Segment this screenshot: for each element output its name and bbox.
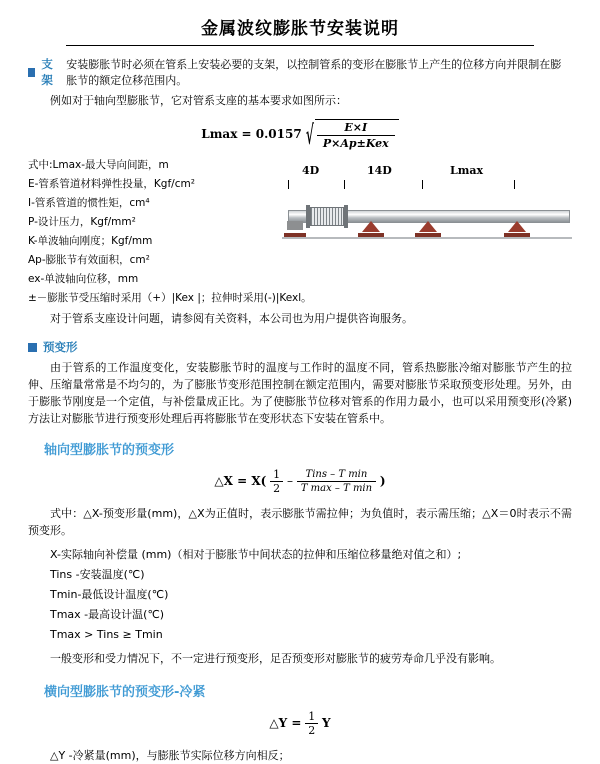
formula-lmax <box>28 119 572 150</box>
guide-triangle <box>362 221 380 232</box>
formula-axial-ratio-den: T max – T min <box>300 483 373 494</box>
legend-item: ±－膨胀节受压缩时采用（+）|Kex |；拉伸时采用(-)|Kexl。 <box>28 292 312 304</box>
formula-axial-lhs: △X = X( <box>214 474 267 488</box>
axial-variable-item: Tmax -最高设计温(℃) <box>50 608 165 621</box>
formula-lmax-denominator: P×Ap±Kex <box>322 137 389 150</box>
guide-support-icon <box>358 221 384 237</box>
pipe-support-diagram <box>282 164 572 260</box>
square-bullet-icon <box>28 343 37 352</box>
support-note: 对于管系支座设计问题，请参阅有关资料，本公司也为用户提供咨询服务。 <box>50 312 413 325</box>
formula-axial-rhs: ) <box>379 474 386 488</box>
diagram-tick-row <box>282 180 572 190</box>
subsection-heading-axial: 轴向型膨胀节的预变形 <box>44 443 175 458</box>
axial-note-main: 式中：△X-预变形量(mm)，△X为正值时，表示膨胀节需拉伸；为负值时，表示需压缩；△X＝0时表示不需预变形。 <box>28 507 572 537</box>
predeform-para-1: 由于管系的工作温度变化，安装膨胀节时的温度与工作时的温度不同，管系热膨胀冷缩对膨胀节产生的拉伸、压缩量常常是不均匀的，为了膨胀节变形范围控制在额定范围内，需要对膨胀节采取预变形处理。另外，由于膨胀节刚度是一个定值，与补偿量成正比。为了使膨胀节位移对管系的作用力最小，也可以采用预变形(冷紧)方法让对膨胀节进行预变形处理后再将膨胀节在变形状态下安装在管系中。 <box>28 361 572 425</box>
formula-lateral-half-num: 1 <box>305 710 318 724</box>
lateral-note: △Y -冷紧量(mm)，与膨胀节实际位移方向相反； <box>50 749 290 762</box>
bellows-expansion-joint-icon <box>310 207 344 226</box>
formula-axial-half <box>270 468 283 495</box>
legend-and-diagram <box>28 156 572 308</box>
title-divider <box>66 45 534 46</box>
document-page <box>0 14 600 762</box>
guide-base <box>358 233 384 237</box>
support-para-1: 安装膨胀节时必须在管系上安装必要的支架，以控制管系的变形在膨胀节上产生的位移方向并限制在膨胀节的额定位移范围内。 <box>66 58 562 87</box>
ground-line <box>282 237 572 239</box>
legend-item: Ap-膨胀节有效面积，cm² <box>28 254 150 266</box>
formula-axial-half-num: 1 <box>270 468 283 482</box>
diagram-label-4d: 4D <box>302 164 320 177</box>
formula-lmax-lhs: Lmax = 0.0157 <box>201 127 302 141</box>
guide-support-icon <box>415 221 441 237</box>
anchor-block <box>287 221 303 230</box>
support-para-2: 例如对于轴向型膨胀节，它对管系支座的基本要求如图所示： <box>50 94 347 107</box>
axial-footer-note: 一般变形和受力情况下，不一定进行预变形，足否预变形对膨胀节的疲劳寿命几乎没有影响。 <box>50 652 501 665</box>
formula-axial-ratio <box>297 469 376 494</box>
formula-lateral-rhs: Y <box>322 716 331 730</box>
document-content <box>0 56 600 764</box>
diagram-tick <box>288 180 289 189</box>
diagram-tick <box>344 180 345 189</box>
diagram-label-lmax: Lmax <box>450 164 484 177</box>
guide-triangle <box>508 221 526 232</box>
anchor-base <box>284 233 306 237</box>
formula-axial-minus: – <box>286 474 293 488</box>
axial-variable-item: Tmin-最低设计温度(℃) <box>50 588 169 601</box>
axial-variable-item: X-实际轴向补偿量 (mm)（相对于膨胀节中间状态的拉伸和压缩位移量绝对值之和）; <box>50 548 462 561</box>
legend-item: I-管系管道的惯性矩，cm⁴ <box>28 197 150 209</box>
legend-item: E-管系管道材料弹性投量，Kgf/cm² <box>28 178 195 190</box>
axial-variable-item: Tins -安装温度(℃) <box>50 568 145 581</box>
formula-lateral-coldpull <box>28 710 572 737</box>
formula-lmax-numerator: √ E×I <box>317 121 395 136</box>
formula-axial-ratio-num: Tins – T min <box>297 469 376 482</box>
diagram-label-14d: 14D <box>367 164 392 177</box>
pipe-assembly <box>282 190 572 260</box>
guide-support-icon <box>504 221 530 237</box>
formula-lateral-lhs: △Y = <box>269 716 302 730</box>
diagram-tick <box>514 180 515 189</box>
legend-item: ex-单波轴向位移，mm <box>28 273 139 285</box>
formula-axial-half-den: 2 <box>273 482 281 495</box>
formula-lateral-half-den: 2 <box>308 724 316 737</box>
formula-axial-predeform <box>28 468 572 495</box>
guide-base <box>415 233 441 237</box>
subsection-heading-lateral: 横向型膨胀节的预变形-冷紧 <box>44 685 206 700</box>
diagram-tick <box>422 180 423 189</box>
legend-item: 式中:Lmax-最大导向间距，m <box>28 159 169 171</box>
axial-variable-list <box>28 545 572 644</box>
sqrt-icon <box>306 119 399 150</box>
guide-triangle <box>419 221 437 232</box>
guide-base <box>504 233 530 237</box>
anchor-support-icon <box>284 221 306 237</box>
diagram-dimension-labels <box>282 164 572 180</box>
flange-icon <box>306 205 310 228</box>
section-heading-support-label: 支架 <box>41 57 53 87</box>
section-heading-support <box>28 56 572 88</box>
legend-item: K-单波轴向刚度；Kgf/mm <box>28 235 153 247</box>
section-heading-predeform-label: 预变形 <box>43 340 78 354</box>
formula-lateral-half <box>305 710 318 737</box>
flange-icon <box>344 205 348 228</box>
page-title: 金属波纹膨胀节安装说明 <box>201 19 399 39</box>
square-bullet-icon <box>28 68 35 77</box>
legend-item: P-设计压力，Kgf/mm² <box>28 216 136 228</box>
section-heading-predeform <box>28 339 572 355</box>
axial-variable-item: Tmax > Tins ≥ Tmin <box>50 628 163 641</box>
formula-lmax-fraction <box>317 121 395 150</box>
